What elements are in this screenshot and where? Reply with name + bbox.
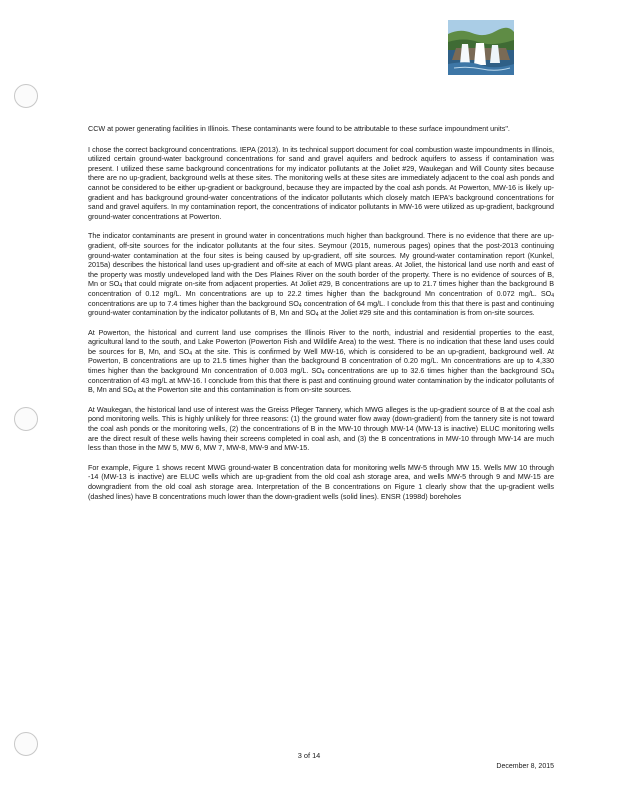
waterfall-logo [448, 20, 514, 75]
paragraph-background: I chose the correct background concentrations. IEPA (2013). In its technical support document for coal combustion waste impoundments in Illinois, utilized certain ground-water background concentrations for sand and gravel aquifers and bedrock aquifers to assess if contamination was present. I utilized these same background concentrations for my indicator pollutants at the Joliet #29, Waukegan and Will County sites because there are no up-gradient, background wells at these sites. The monitoring wells at these sites are immediately adjacent to the coal ash ponds and cannot be considered to be either up-gradient or background, because they are impacted by the coal ash ponds. At Powerton, MW-16 is likely up-gradient and has background ground-water concentrations of the indicator pollutants which closely match IEPA's background concentrations for sand and gravel aquifers. In my contamination report, the concentrations of indicator pollutants in MW-16 were utilized as up-gradient, background ground-water concentrations at Powerton. [88, 144, 554, 221]
document-body [88, 124, 554, 511]
punch-hole [14, 407, 38, 431]
paragraph-powerton: At Powerton, the historical and current land use comprises the Illinois River to the north, industrial and residential properties to the east, agricultural land to the south, and Lake Powerton (Powerton Fish and Wildlife Area) to the west. There is no indication that these land uses could be sources for B, Mn, and $SO_4$ at the site. This is confirmed by Well MW-16, which is considered to be an up-gradient, background well. At Powerton, B concentrations are up to 21.5 times higher than the background B concentration of 0.20 mg/L. Mn concentrations are up to 4,330 times higher than the background Mn concentration of 0.003 mg/L. $SO_4$ concentrations are up to 32.6 times higher than the background $SO_4$ concentration of 43 mg/L at MW-16. I conclude from this that there is past and continuing ground water contamination by the indicator pollutants of B, Mn and $SO_4$ at the Powerton site and this contamination is from on-site sources. [88, 327, 554, 396]
paragraph-waukegan: At Waukegan, the historical land use of interest was the Greiss Pfleger Tannery, which MWG alleges is the up-gradient source of B at the coal ash pond monitoring wells. This is highly unlikely for three reasons: (1) the ground water flow away (down-gradient) from the tannery site is not toward the coal ash ponds or the monitoring wells, (2) the concentrations of B in the MW-10 through MW-14 (MW-13 is inactive) ELUC monitoring wells are the direct result of these wells having their screens completed in coal ash, and (3) the B concentrations in MW-10 through MW-14 are much less than those in the MW 5, MW 6, MW 7, MW-8, MW-9 and MW-15. [88, 404, 554, 453]
page-number: 3 of 14 [297, 751, 321, 760]
waterfall-image [448, 20, 514, 75]
continuation-paragraph: CCW at power generating facilities in Illinois. These contaminants were found to be attributable to these surface impoundment units". [88, 124, 510, 133]
punch-hole [14, 84, 38, 108]
paragraph-figure-example: For example, Figure 1 shows recent MWG ground-water B concentration data for monitoring wells MW-5 through MW 15. Wells MW 10 through -14 (MW-13 is inactive) are ELUC wells which are up-gradient from the old coal ash storage area, and wells MW-5 through 9 and MW-15 are downgradient from the old coal ash storage area. Interpretation of the B concentrations on Figure 1 clearly show that the up-gradient wells (dashed lines) have B concentrations much lower than the down-gradient wells (solid lines). ENSR (1998d) boreholes [88, 462, 554, 501]
footer-date: December 8, 2015 [496, 763, 554, 770]
paragraph-joliet: The indicator contaminants are present in ground water in concentrations much higher than background. There is no evidence that there are up-gradient, off-site sources for the indicator pollutants at the four sites. Seymour (2015, numerous pages) opines that the post-2013 continuing ground-water contamination at the four sites is being caused by up-gradient, off site sources. My ground-water contamination report (Kunkel, 2015a) describes the historical land uses up-gradient and off-site at each of MWG plant areas. At Joliet, the historical land use north and east of the property was mostly undeveloped land with the Des Plaines River on the south border of the property. There is no evidence of sources of B, Mn or $SO_4$ that could migrate on-site from adjacent properties. At Joliet #29, B concentrations are up to 21.7 times higher than the background B concentration of 0.12 mg/L. Mn concentrations are up to 22.2 times higher than the background Mn concentration of 0.072 mg/L. $SO_4$ concentrations are up to 7.4 times higher than the background $SO_4$ concentration of 64 mg/L. I conclude from this that there is past and continuing ground-water contamination by the indicator pollutants of B, Mn and $SO_4$ at the Joliet #29 site and this contamination is from on-site sources. [88, 231, 555, 319]
